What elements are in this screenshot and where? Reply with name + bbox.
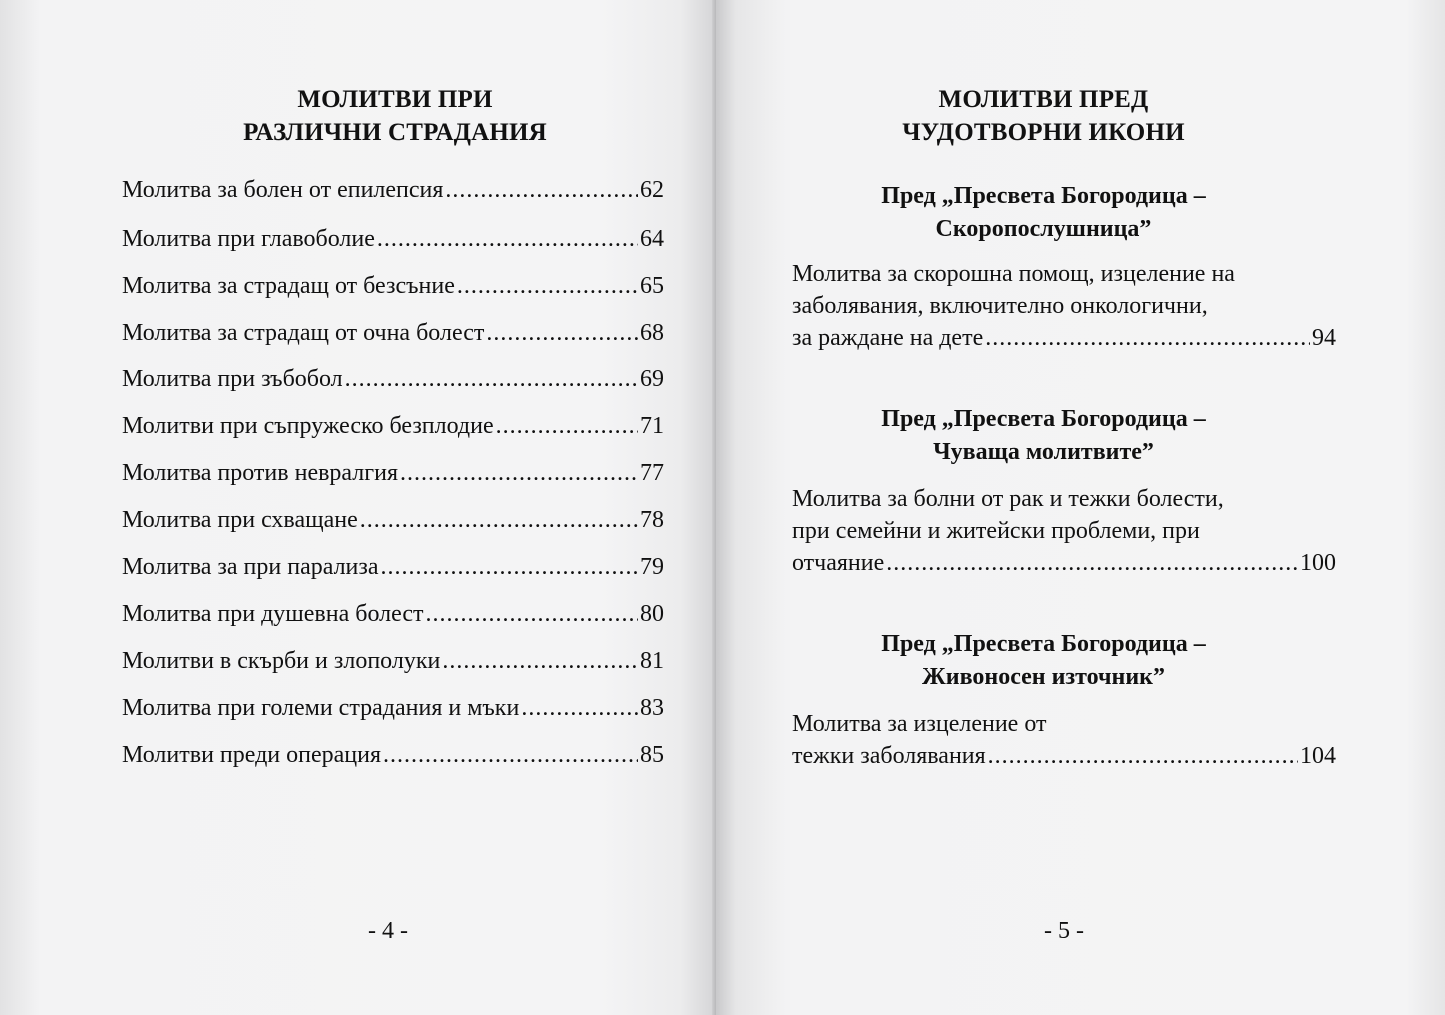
entry-line: Молитва за скорошна помощ, изцеление на [792,261,1235,287]
toc-entry-page: 79 [640,554,664,580]
toc-entry-page: 104 [1300,743,1336,769]
toc-entry [122,459,664,487]
toc-entry [122,319,664,347]
leader-dots [345,365,638,393]
leader-dots [445,176,638,204]
toc-entry-page: 85 [640,742,664,768]
toc-entry-title: Молитви преди операция [122,742,382,768]
subheading-line: Чуваща молитвите” [933,439,1154,465]
toc-entry-title: Молитва за страдащ от безсъние [122,273,455,299]
section-subheading [766,628,1321,694]
toc-entry [792,483,1336,579]
right-page [716,0,1445,1015]
section-subheading [766,403,1321,469]
subheading-line: Пред „Пресвета Богородица – [881,406,1206,432]
entry-last-line [792,547,1336,579]
leader-dots [442,647,638,675]
heading-line: МОЛИТВИ ПРЕД [938,86,1149,113]
leader-dots [426,600,638,628]
left-page [0,0,716,1015]
toc-entry-title: Молитва при душевна болест [122,601,424,627]
toc-entry [122,600,664,628]
subheading-line: Скоропослушница” [935,216,1152,242]
toc-entry [122,176,664,204]
entry-line: Молитва за изцеление от [792,711,1047,737]
toc-entry-page: 77 [640,460,664,486]
heading-line: МОЛИТВИ ПРИ [297,86,493,113]
entry-last-line [792,740,1336,772]
toc-entry-title: Молитва за при парализа [122,554,379,580]
toc-entry [122,225,664,253]
toc-entry [792,258,1336,354]
toc-entry-page: 80 [640,601,664,627]
toc-entry-page: 62 [640,177,664,203]
entry-line: заболявания, включително онкологични, [792,293,1208,319]
left-page-heading [120,83,670,149]
toc-entry-page: 83 [640,695,664,721]
heading-line: РАЗЛИЧНИ СТРАДАНИЯ [243,119,547,146]
entry-line: Молитва за болни от рак и тежки болести, [792,486,1224,512]
toc-entry-page: 71 [640,413,664,439]
leader-dots [521,694,638,722]
toc-entry-title: Молитва при големи страдания и мъки [122,695,520,721]
toc-entry [122,694,664,722]
toc-entry-page: 100 [1300,550,1336,576]
entry-line: отчаяние [792,550,885,576]
subheading-line: Живоносен източник” [922,664,1165,690]
toc-entry-title: Молитва против невралгия [122,460,398,486]
leader-dots [985,322,1310,354]
toc-entry-title: Молитва за страдащ от очна болест [122,320,485,346]
toc-entry [122,412,664,440]
heading-line: ЧУДОТВОРНИ ИКОНИ [902,119,1185,146]
toc-entry [122,365,664,393]
toc-entry-title: Молитва при главоболие [122,226,375,252]
toc-entry [122,553,664,581]
leader-dots [988,740,1298,772]
toc-entry [122,272,664,300]
toc-entry-page: 68 [640,320,664,346]
leader-dots [457,272,638,300]
leader-dots [377,225,638,253]
toc-entry-page: 64 [640,226,664,252]
entry-line: тежки заболявания [792,743,986,769]
toc-entry-title: Молитви в скърби и злополуки [122,648,441,674]
leader-dots [496,412,638,440]
entry-line: при семейни и житейски проблеми, при [792,518,1200,544]
leader-dots [381,553,638,581]
toc-entry-title: Молитва при зъбобол [122,366,343,392]
leader-dots [383,741,638,769]
leader-dots [886,547,1298,579]
entry-line: за раждане на дете [792,325,984,351]
leader-dots [486,319,638,347]
toc-entry [792,708,1336,772]
entry-last-line [792,322,1336,354]
toc-entry-title: Молитва при схващане [122,507,358,533]
toc-entry [122,741,664,769]
subheading-line: Пред „Пресвета Богородица – [881,183,1206,209]
toc-entry-title: Молитви при съпружеско безплодие [122,413,494,439]
toc-entry-page: 94 [1312,325,1336,351]
section-subheading [766,180,1321,246]
page-number: - 5 - [1044,918,1084,944]
toc-entry-page: 81 [640,648,664,674]
toc-entry-page: 78 [640,507,664,533]
toc-entry [122,647,664,675]
leader-dots [360,506,638,534]
leader-dots [400,459,638,487]
subheading-line: Пред „Пресвета Богородица – [881,631,1206,657]
toc-entry [122,506,664,534]
right-page-heading [766,83,1321,149]
toc-entry-title: Молитва за болен от епилепсия [122,177,444,203]
page-number: - 4 - [368,918,408,944]
toc-entry-page: 65 [640,273,664,299]
toc-entry-page: 69 [640,366,664,392]
